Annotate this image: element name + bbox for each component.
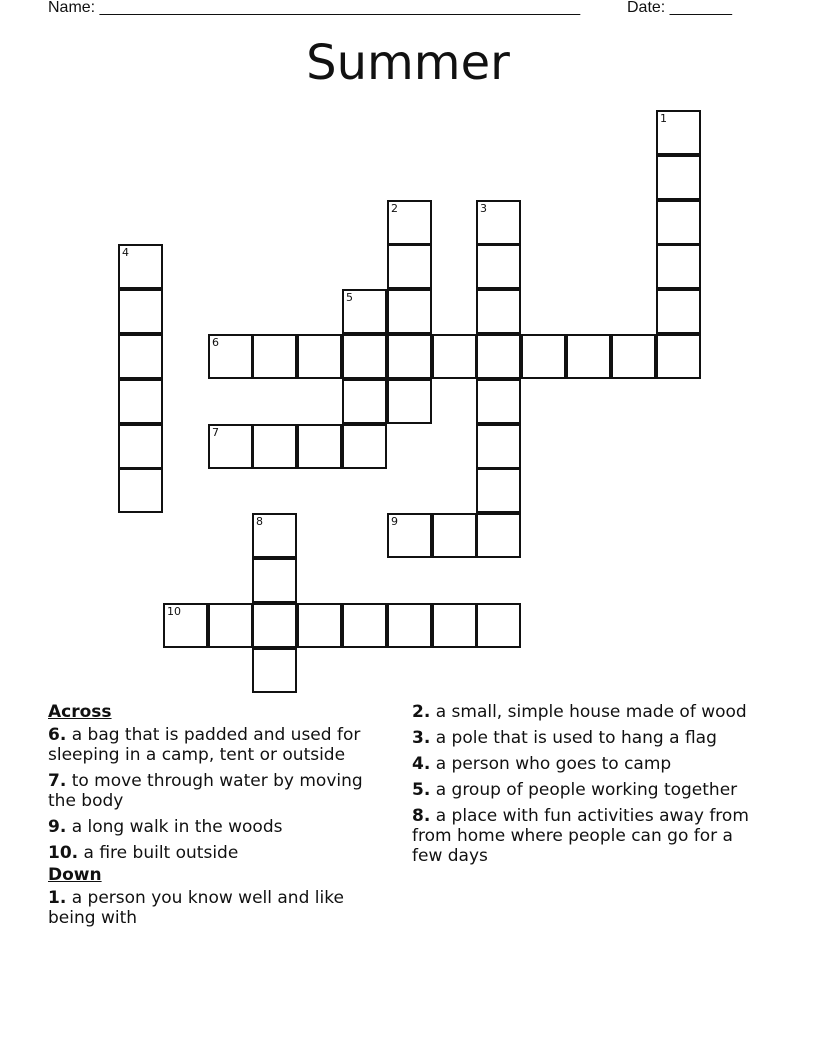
crossword-cell[interactable]	[387, 603, 432, 648]
crossword-cell[interactable]	[297, 424, 342, 469]
cell-number: 8	[256, 515, 263, 528]
clue-text: a place with fun activities away from from home where people can go for a few days	[412, 806, 749, 866]
clue-number: 4.	[412, 754, 431, 774]
crossword-cell[interactable]	[476, 289, 521, 334]
crossword-cell[interactable]	[118, 424, 163, 469]
clues-right-column	[412, 702, 767, 872]
crossword-cell[interactable]	[252, 334, 297, 379]
cell-number: 1	[660, 112, 667, 125]
clue-across-10	[48, 843, 393, 863]
crossword-cell-10[interactable]	[163, 603, 208, 648]
crossword-cell[interactable]	[476, 424, 521, 469]
crossword-cell[interactable]	[476, 603, 521, 648]
cell-number: 2	[391, 202, 398, 215]
crossword-cell[interactable]	[342, 603, 387, 648]
crossword-cell-4[interactable]	[118, 244, 163, 289]
clue-number: 5.	[412, 780, 431, 800]
crossword-cell[interactable]	[252, 424, 297, 469]
clue-number: 1.	[48, 888, 67, 908]
crossword-cell[interactable]	[476, 513, 521, 558]
crossword-cell[interactable]	[342, 379, 387, 424]
cell-number: 5	[346, 291, 353, 304]
clue-text: a bag that is padded and used for sleeping in a camp, tent or outside	[48, 725, 361, 765]
clue-across-6	[48, 725, 393, 765]
crossword-cell[interactable]	[476, 379, 521, 424]
cell-number: 3	[480, 202, 487, 215]
crossword-cell[interactable]	[656, 289, 701, 334]
crossword-cell[interactable]	[566, 334, 611, 379]
cell-number: 6	[212, 336, 219, 349]
crossword-cell[interactable]	[208, 603, 253, 648]
crossword-cell-6[interactable]	[208, 334, 253, 379]
crossword-cell[interactable]	[611, 334, 656, 379]
crossword-cell[interactable]	[656, 200, 701, 245]
crossword-cell-9[interactable]	[387, 513, 432, 558]
crossword-cell[interactable]	[118, 334, 163, 379]
crossword-cell[interactable]	[476, 468, 521, 513]
clue-across-7	[48, 771, 393, 811]
clue-down-2	[412, 702, 767, 722]
cell-number: 7	[212, 426, 219, 439]
crossword-cell[interactable]	[432, 603, 477, 648]
across-heading: Across	[48, 702, 112, 722]
crossword-cell[interactable]	[118, 468, 163, 513]
crossword-cell[interactable]	[387, 244, 432, 289]
crossword-cell-3[interactable]	[476, 200, 521, 245]
clue-text: a person who goes to camp	[435, 754, 672, 774]
crossword-cell[interactable]	[118, 289, 163, 334]
crossword-cell[interactable]	[387, 289, 432, 334]
crossword-cell[interactable]	[432, 513, 477, 558]
crossword-cell[interactable]	[656, 334, 701, 379]
crossword-cell[interactable]	[118, 379, 163, 424]
clues-left-column	[48, 702, 393, 934]
crossword-cell[interactable]	[432, 334, 477, 379]
crossword-cell-5[interactable]	[342, 289, 387, 334]
date-field[interactable]: Date: _______	[627, 0, 732, 16]
name-field[interactable]: Name: ______________________________________________________	[48, 0, 581, 16]
crossword-cell[interactable]	[656, 155, 701, 200]
clue-number: 7.	[48, 771, 67, 791]
page-title: Summer	[306, 35, 510, 91]
crossword-cell[interactable]	[387, 334, 432, 379]
crossword-cell[interactable]	[297, 334, 342, 379]
clue-text: a long walk in the woods	[71, 817, 283, 837]
cell-number: 9	[391, 515, 398, 528]
clue-text: a fire built outside	[83, 843, 239, 863]
clue-number: 3.	[412, 728, 431, 748]
clue-number: 9.	[48, 817, 67, 837]
clue-down-1	[48, 888, 393, 928]
clue-down-4	[412, 754, 767, 774]
crossword-cell[interactable]	[252, 603, 297, 648]
crossword-cell[interactable]	[297, 603, 342, 648]
clue-text: a group of people working together	[435, 780, 738, 800]
down-heading: Down	[48, 865, 102, 885]
clue-number: 10.	[48, 843, 79, 863]
crossword-cell[interactable]	[521, 334, 566, 379]
crossword-cell-8[interactable]	[252, 513, 297, 558]
clue-number: 8.	[412, 806, 431, 826]
crossword-cell[interactable]	[476, 334, 521, 379]
clue-number: 2.	[412, 702, 431, 722]
crossword-cell[interactable]	[342, 424, 387, 469]
crossword-cell[interactable]	[656, 244, 701, 289]
clue-number: 6.	[48, 725, 67, 745]
crossword-cell[interactable]	[387, 379, 432, 424]
clue-text: to move through water by moving the body	[48, 771, 363, 811]
cell-number: 10	[167, 605, 181, 618]
crossword-cell[interactable]	[252, 558, 297, 603]
clue-down-5	[412, 780, 767, 800]
crossword-cell-2[interactable]	[387, 200, 432, 245]
crossword-cell[interactable]	[476, 244, 521, 289]
clue-across-9	[48, 817, 393, 837]
crossword-cell[interactable]	[342, 334, 387, 379]
clue-text: a pole that is used to hang a flag	[435, 728, 717, 748]
crossword-cell[interactable]	[252, 648, 297, 693]
clue-text: a small, simple house made of wood	[435, 702, 747, 722]
crossword-cell-1[interactable]	[656, 110, 701, 155]
cell-number: 4	[122, 246, 129, 259]
clue-text: a person you know well and like being with	[48, 888, 344, 928]
clue-down-3	[412, 728, 767, 748]
clue-down-8	[412, 806, 767, 866]
crossword-cell-7[interactable]	[208, 424, 253, 469]
